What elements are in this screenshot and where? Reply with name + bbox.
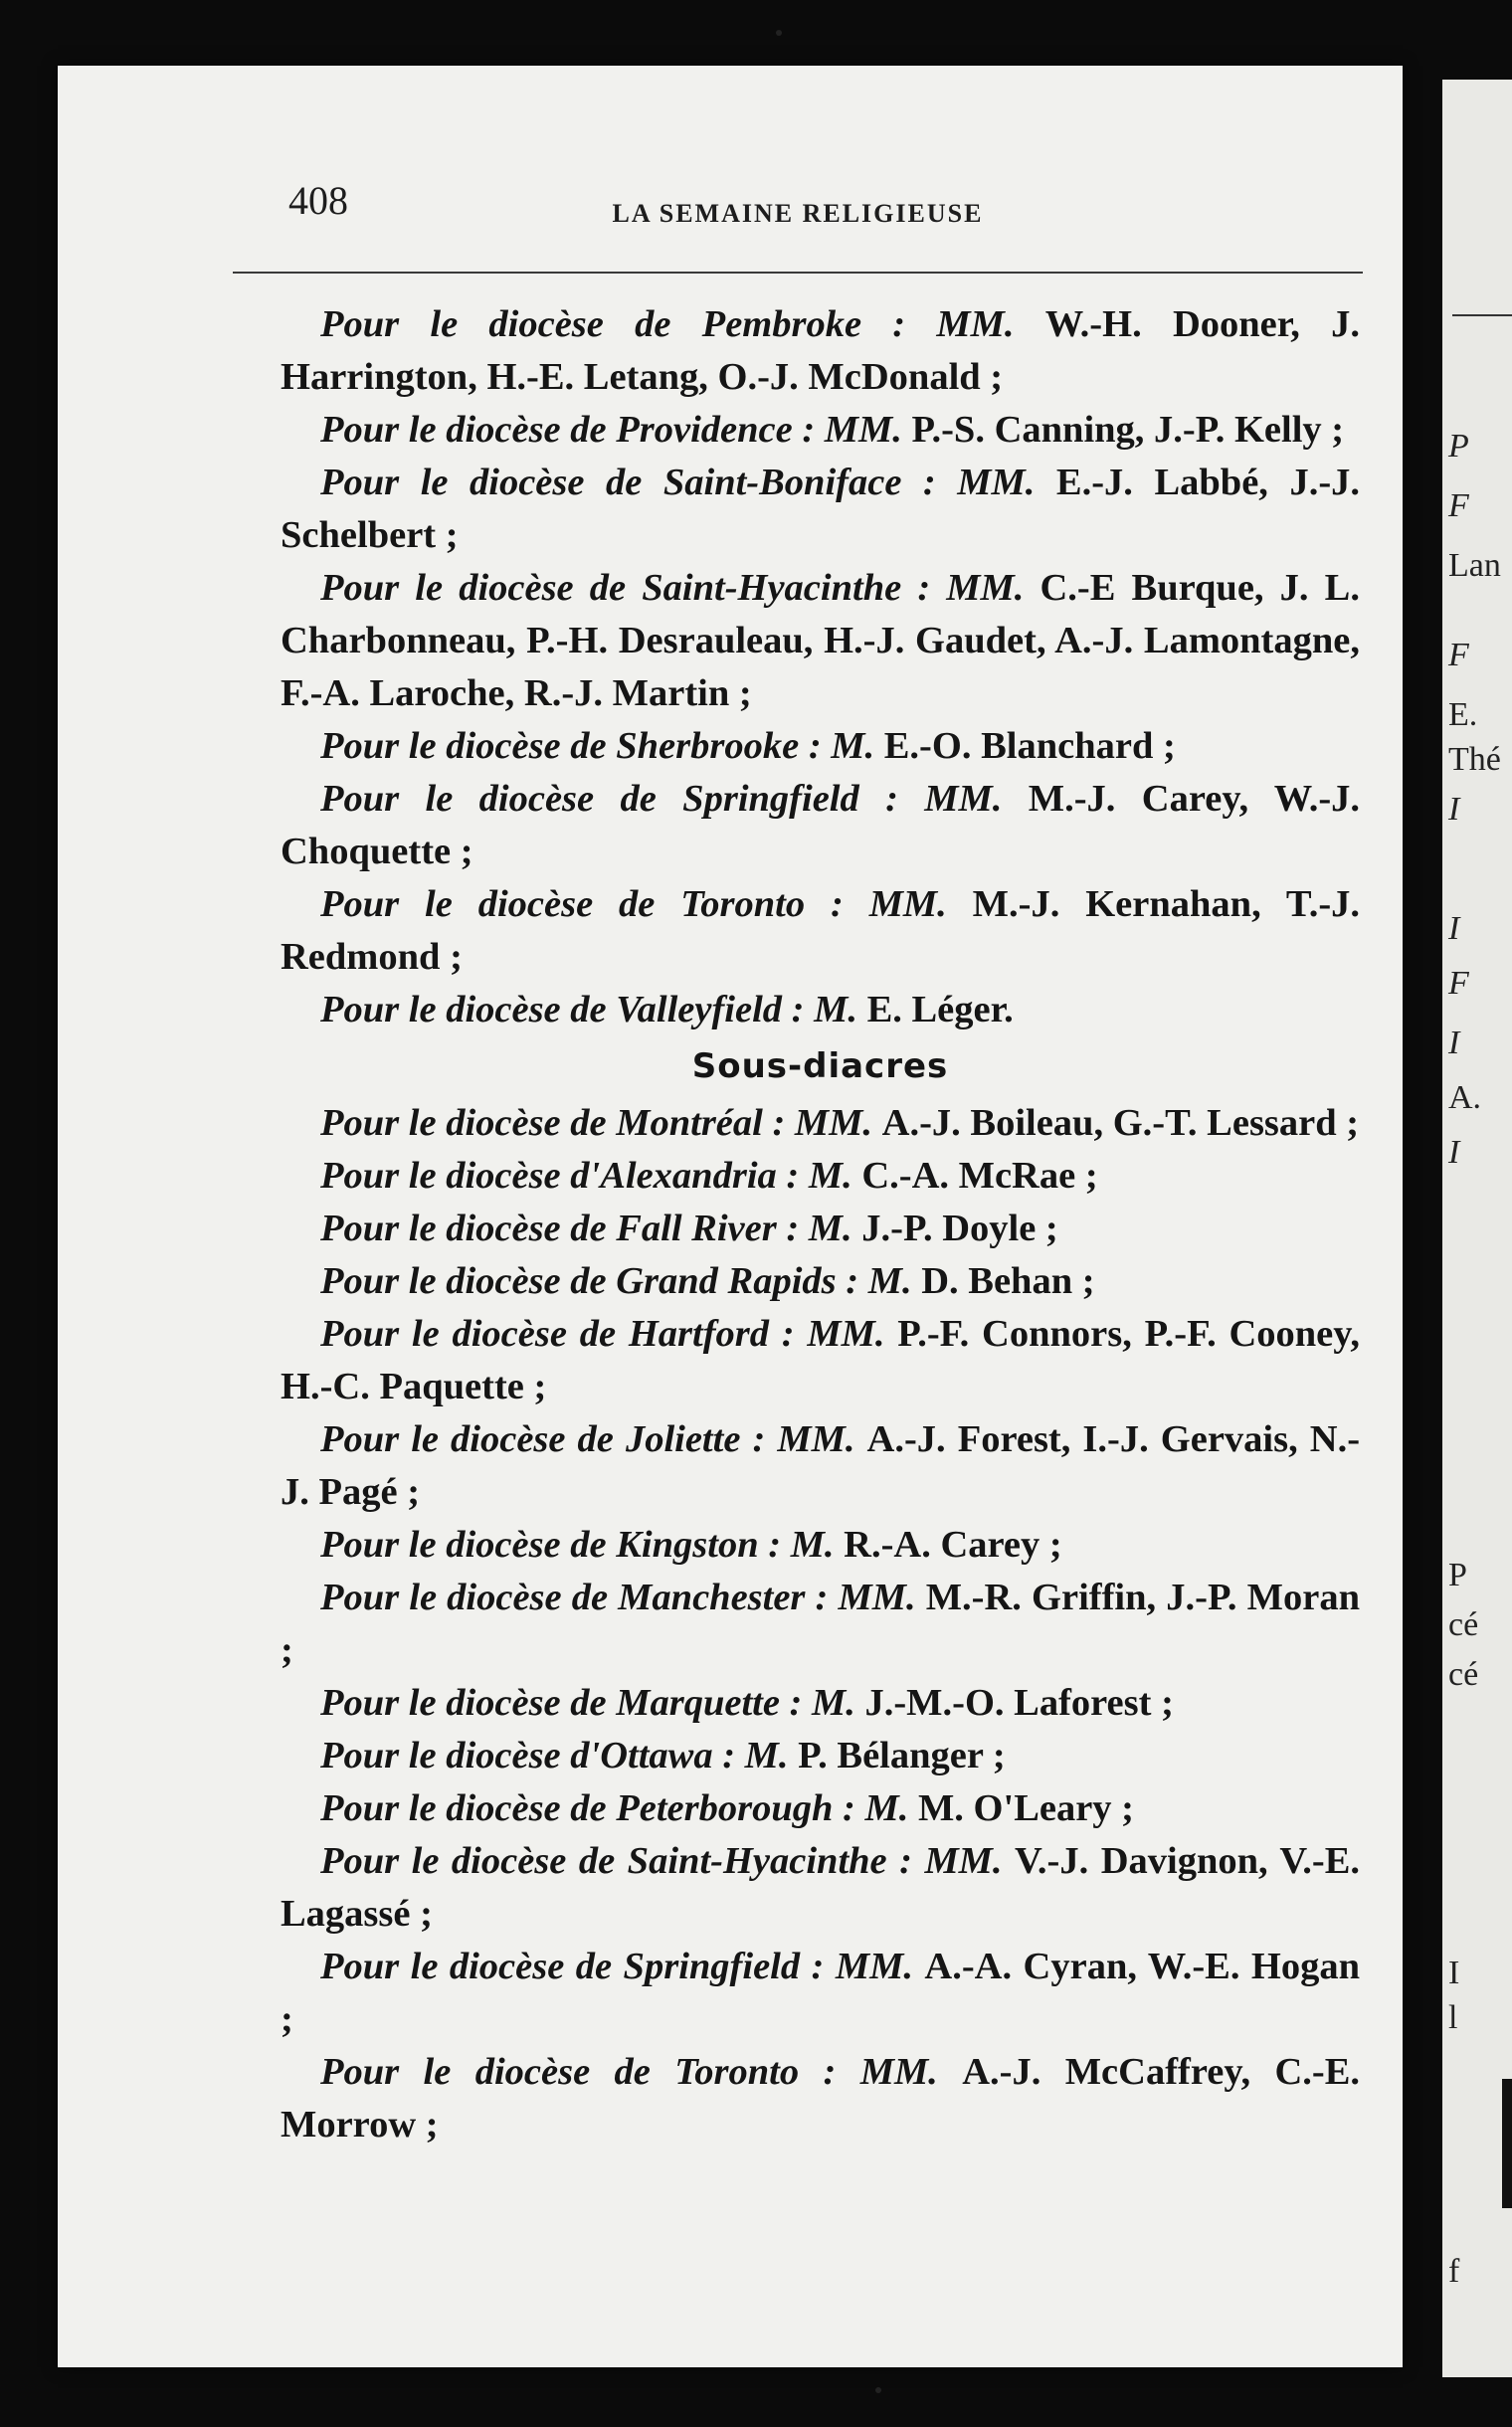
ordinand-names: E.-J. Labbé, J.-J. Schelbert ;: [281, 462, 1361, 556]
scan-speck: [776, 30, 782, 36]
entries-deacons: [281, 298, 1360, 1036]
diocese-entry: [281, 1519, 1360, 1572]
facing-page-fragment: F: [1448, 637, 1469, 673]
ordinand-names: D. Behan ;: [921, 1260, 1095, 1302]
ordinand-names: A.-J. McCaffrey, C.-E. Morrow ;: [281, 2051, 1361, 2146]
honorific: MM.: [835, 1946, 913, 1987]
diocese-entry: [281, 562, 1360, 720]
diocese-entry: [281, 878, 1360, 984]
diocese-label: Pour le diocèse de Toronto :: [320, 883, 844, 925]
facing-page-fragment: P: [1448, 428, 1469, 465]
diocese-label: Pour le diocèse de Montréal :: [320, 1102, 786, 1144]
ordinand-names: P.-S. Canning, J.-P. Kelly ;: [911, 409, 1345, 451]
ordinand-names: A.-J. Forest, I.-J. Gervais, N.-J. Pagé ;: [281, 1418, 1361, 1513]
diocese-entry: [281, 1413, 1360, 1519]
diocese-label: Pour le diocèse de Saint-Hyacinthe :: [320, 567, 931, 609]
ordinand-names: W.-H. Dooner, J. Harrington, H.-E. Letang, O.-J. McDonald ;: [281, 303, 1361, 398]
facing-page-fragment: I: [1448, 791, 1460, 828]
ordinand-names: M. O'Leary ;: [917, 1787, 1135, 1829]
facing-page-rule: [1452, 314, 1512, 316]
honorific: MM.: [859, 2051, 938, 2093]
honorific: MM.: [924, 778, 1003, 820]
honorific: MM.: [824, 409, 902, 451]
honorific: MM.: [924, 1840, 1003, 1882]
ordinand-names: A.-A. Cyran, W.-E. Hogan ;: [281, 1946, 1361, 2040]
diocese-entry: [281, 1308, 1360, 1413]
diocese-entry: [281, 1097, 1360, 1150]
facing-page-fragment: cé: [1448, 1656, 1479, 1693]
diocese-label: Pour le diocèse de Manchester :: [320, 1577, 829, 1618]
diocese-label: Pour le diocèse de Hartford :: [320, 1313, 795, 1355]
facing-page-fragment: I: [1448, 910, 1460, 947]
honorific: M.: [790, 1524, 835, 1566]
facing-page-fragment: I: [1448, 1955, 1460, 1991]
diocese-label: Pour le diocèse de Springfield :: [320, 1946, 825, 1987]
facing-page-fragment: P: [1448, 1557, 1467, 1593]
diocese-label: Pour le diocèse de Peterborough :: [320, 1787, 855, 1829]
honorific: M.: [744, 1735, 789, 1776]
diocese-label: Pour le diocèse de Springfield :: [320, 778, 898, 820]
diocese-entry: [281, 1255, 1360, 1308]
honorific: MM.: [838, 1577, 916, 1618]
facing-page-fragment: I: [1448, 1134, 1460, 1171]
diocese-label: Pour le diocèse de Marquette :: [320, 1682, 803, 1724]
facing-page-fragment: I: [1448, 1025, 1460, 1061]
honorific: MM.: [868, 883, 947, 925]
honorific: M.: [867, 1260, 912, 1302]
running-title: [233, 199, 1363, 229]
ordinand-names: C.-E Burque, J. L. Charbonneau, P.-H. Desrauleau, H.-J. Gaudet, A.-J. Lamontagne, F.-A. Laroche, R.-J. Martin ;: [281, 567, 1360, 714]
diocese-entry: [281, 720, 1360, 773]
ordinand-names: M.-R. Griffin, J.-P. Moran ;: [281, 1577, 1361, 1671]
diocese-label: Pour le diocèse d'Alexandria :: [320, 1155, 800, 1197]
diocese-entry: [281, 1572, 1360, 1677]
honorific: MM.: [794, 1102, 873, 1144]
diocese-label: Pour le diocèse de Providence :: [320, 409, 816, 451]
honorific: MM.: [777, 1418, 855, 1460]
diocese-entry: [281, 1835, 1360, 1941]
ordinand-names: P.-F. Connors, P.-F. Cooney, H.-C. Paquette ;: [281, 1313, 1361, 1407]
honorific: M.: [812, 1682, 855, 1724]
diocese-entry: [281, 773, 1360, 878]
honorific: MM.: [957, 462, 1036, 503]
honorific: M.: [808, 1208, 852, 1249]
facing-page-fragment: F: [1448, 487, 1469, 524]
facing-page-fragment: F: [1448, 965, 1469, 1002]
diocese-label: Pour le diocèse de Saint-Boniface :: [320, 462, 936, 503]
ordinand-names: M.-J. Kernahan, T.-J. Redmond ;: [281, 883, 1361, 978]
ordinand-names: M.-J. Carey, W.-J. Choquette ;: [281, 778, 1361, 872]
ordinand-names: E. Léger.: [866, 989, 1014, 1030]
facing-page-fragment: cé: [1448, 1606, 1479, 1643]
diocese-label: Pour le diocèse de Grand Rapids :: [320, 1260, 859, 1302]
facing-page-edge: [1442, 80, 1512, 2377]
diocese-label: Pour le diocèse de Valleyfield :: [320, 989, 805, 1030]
facing-page-fragment: l: [1448, 1999, 1458, 2036]
ordinand-names: R.-A. Carey ;: [844, 1524, 1062, 1566]
facing-page-dark-mark: [1502, 2079, 1512, 2208]
honorific: M.: [831, 725, 875, 767]
ordinand-names: P. Bélanger ;: [798, 1735, 1006, 1776]
facing-page-fragment: Lan: [1448, 547, 1501, 584]
diocese-entry: [281, 1730, 1360, 1782]
diocese-label: Pour le diocèse de Kingston :: [320, 1524, 782, 1566]
ordination-list: [281, 298, 1360, 2151]
diocese-label: Pour le diocèse de Pembroke :: [320, 303, 906, 345]
header-rule: [233, 272, 1363, 274]
honorific: M.: [814, 989, 857, 1030]
diocese-label: Pour le diocèse d'Ottawa :: [320, 1735, 736, 1776]
scan-speck: [875, 2387, 881, 2393]
diocese-label: Pour le diocèse de Saint-Hyacinthe :: [320, 1840, 912, 1882]
facing-page-fragment: E.: [1448, 696, 1478, 733]
facing-page-fragment: f: [1448, 2253, 1460, 2290]
diocese-entry: [281, 404, 1360, 457]
honorific: MM.: [946, 567, 1025, 609]
honorific: MM.: [807, 1313, 885, 1355]
entries-subdeacons: [281, 1097, 1360, 2151]
ordinand-names: E.-O. Blanchard ;: [883, 725, 1176, 767]
diocese-entry: [281, 1782, 1360, 1835]
ordinand-names: C.-A. McRae ;: [861, 1155, 1098, 1197]
ordinand-names: A.-J. Boileau, G.-T. Lessard ;: [881, 1102, 1360, 1144]
diocese-entry: [281, 2046, 1360, 2151]
honorific: M.: [808, 1155, 852, 1197]
diocese-label: Pour le diocèse de Fall River :: [320, 1208, 800, 1249]
diocese-label: Pour le diocèse de Toronto :: [320, 2051, 837, 2093]
diocese-entry: [281, 1150, 1360, 1203]
ordinand-names: J.-P. Doyle ;: [861, 1208, 1058, 1249]
diocese-entry: [281, 298, 1360, 404]
facing-page-fragment: Thé: [1448, 741, 1501, 778]
diocese-label: Pour le diocèse de Joliette :: [320, 1418, 766, 1460]
diocese-entry: [281, 1941, 1360, 2046]
section-heading: Sous-diacres: [691, 1046, 949, 1086]
honorific: MM.: [936, 303, 1015, 345]
ordinand-names: V.-J. Davignon, V.-E. Lagassé ;: [281, 1840, 1361, 1935]
diocese-entry: [281, 984, 1360, 1036]
diocese-entry: [281, 1677, 1360, 1730]
running-title-text: LA SEMAINE RELIGIEUSE: [612, 199, 984, 228]
page-number: 408: [288, 178, 348, 223]
diocese-entry: [281, 457, 1360, 562]
diocese-entry: [281, 1203, 1360, 1255]
diocese-label: Pour le diocèse de Sherbrooke :: [320, 725, 822, 767]
ordinand-names: J.-M.-O. Laforest ;: [864, 1682, 1174, 1724]
facing-page-fragment: A.: [1448, 1079, 1482, 1116]
honorific: M.: [864, 1787, 909, 1829]
